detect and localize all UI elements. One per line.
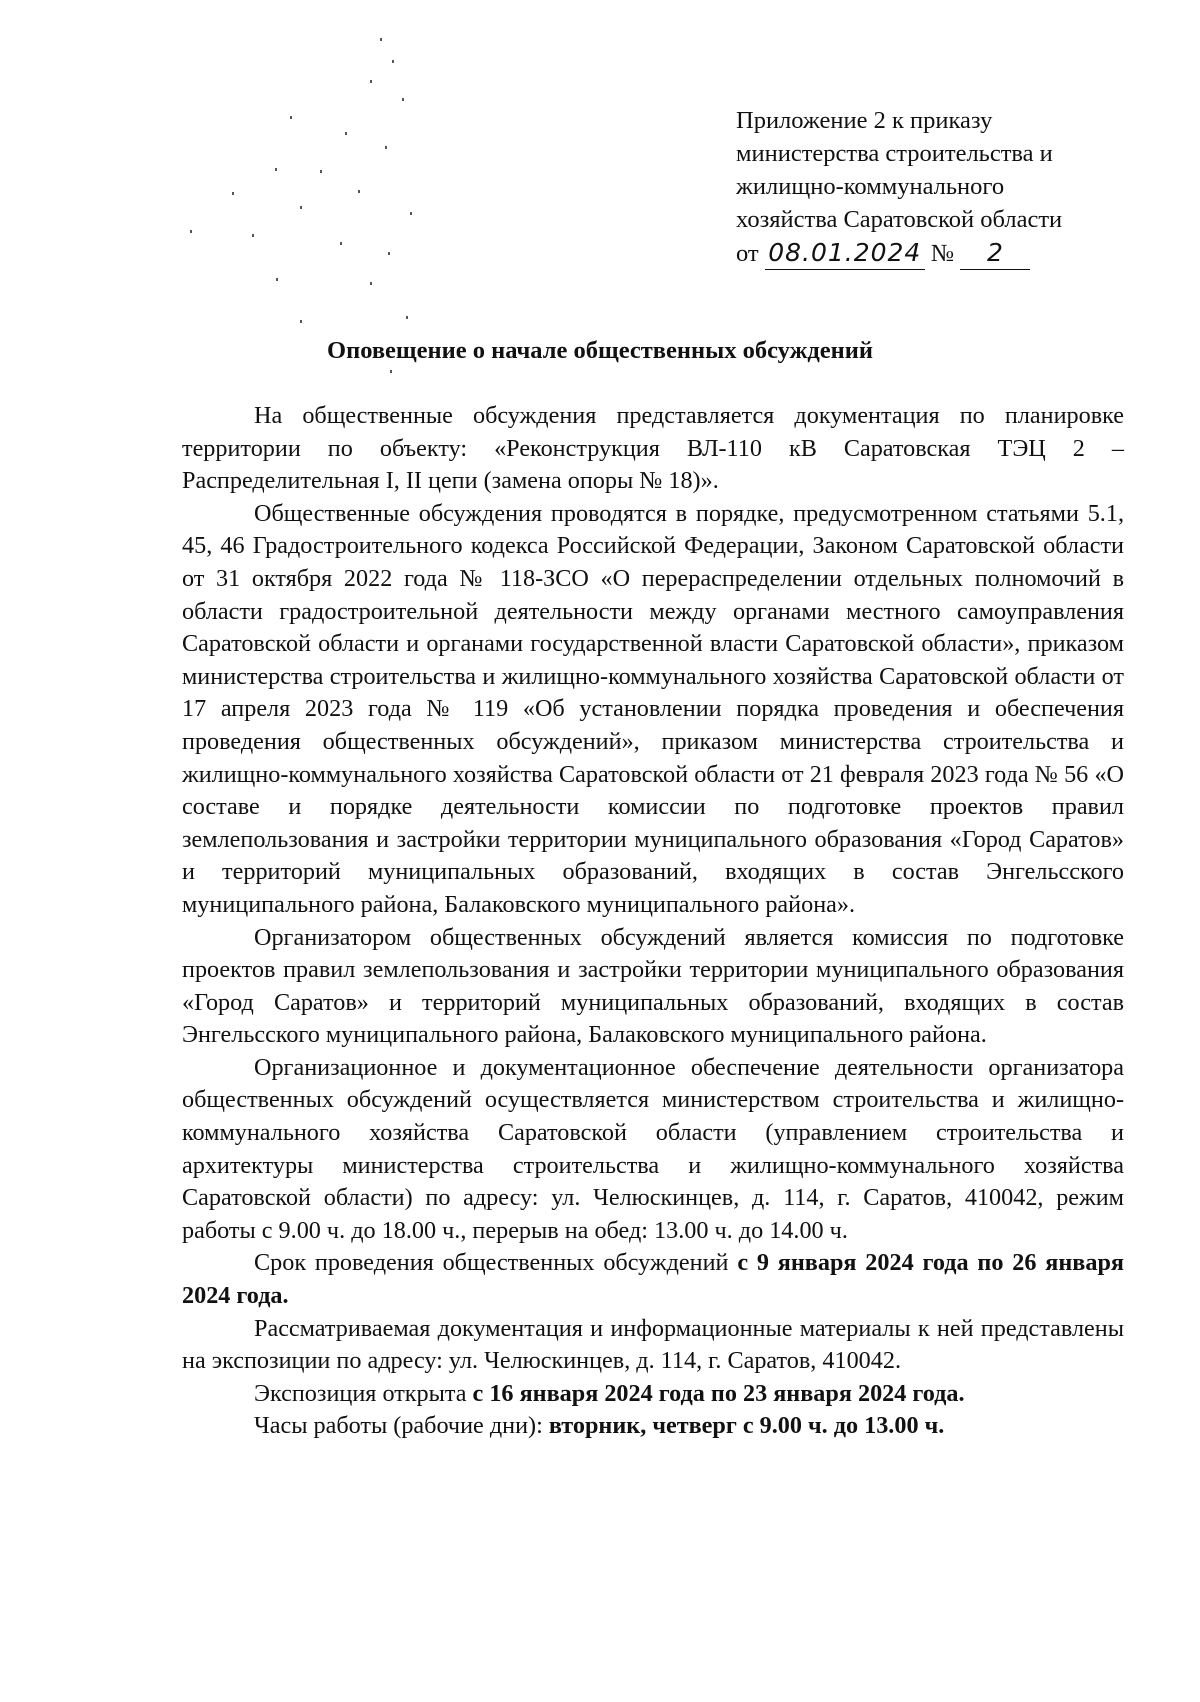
annex-date-line xyxy=(736,236,1156,270)
annex-line-4: хозяйства Саратовской области xyxy=(736,206,1063,233)
exposition-text: Экспозиция открыта xyxy=(254,1379,473,1407)
term-text: Срок проведения общественных обсуждений xyxy=(254,1249,738,1277)
paragraph-1: На общественные обсуждения представляется документация по планировке территории по объекту: «Реконструкция ВЛ-110 кВ Саратовская ТЭЦ 2 – Распределительная I, II цепи (замена опоры № 18)». xyxy=(182,402,1124,495)
annex-line-1: Приложение 2 к приказу xyxy=(736,107,993,134)
exposition-dates: с 16 января 2024 года по 23 января 2024 года. xyxy=(472,1379,965,1407)
document-body xyxy=(182,400,1124,1443)
hours-text: Часы работы (рабочие дни): xyxy=(254,1412,549,1440)
hours-value: вторник, четверг с 9.00 ч. до 13.00 ч. xyxy=(548,1412,945,1440)
annex-header xyxy=(736,104,1156,270)
from-label: от xyxy=(736,240,759,267)
annex-line-3: жилищно-коммунального xyxy=(736,173,1005,200)
paragraph-4: Организационное и документационное обеспечение деятельности организатора общественных обсуждений осуществляется министерством строительства и жилищно-коммунального хозяйства Саратовской области (управлением строительства и архитектуры министерства строительства и жилищно-коммунального хозяйства Саратовской области) по адресу: ул. Челюскинцев, д. 114, г. Саратов, 410042, режим работы с 9.00 ч. до 18.00 ч., перерыв на обед: 13.00 ч. до 14.00 ч. xyxy=(182,1053,1124,1244)
number-label: № xyxy=(930,240,955,267)
term-dates: с 9 января 2024 года по 26 января 2024 года. xyxy=(182,1249,1124,1310)
paragraph-8 xyxy=(182,1410,1124,1443)
handwritten-date: 08.01.2024 xyxy=(765,236,925,270)
annex-line-2: министерства строительства и xyxy=(736,140,1053,167)
document-title: Оповещение о начале общественных обсуждений xyxy=(327,337,873,364)
paragraph-2: Общественные обсуждения проводятся в порядке, предусмотренном статьями 5.1, 45, 46 Градостроительного кодекса Российской Федерации, Законом Саратовской области от 31 октября 2022 года № 118-ЗСО «О перераспределении отдельных полномочий в области градостроительной деятельности между органами местного самоуправления Саратовской области и органами государственной власти Саратовской области», приказом министерства строительства и жилищно-коммунального хозяйства Саратовской области от 17 апреля 2023 года № 119 «Об установлении порядка проведения и обеспечения проведения общественных обсуждений», приказом министерства строительства и жилищно-коммунального хозяйства Саратовской области от 21 февраля 2023 года № 56 «О составе и порядке деятельности комиссии по подготовке проектов правил землепользования и застройки территории муниципального образования «Город Саратов» и территорий муниципальных образований, входящих в состав Энгельсского муниципального района, Балаковского муниципального района». xyxy=(182,499,1124,918)
paragraph-7 xyxy=(182,1378,1124,1411)
handwritten-number: 2 xyxy=(960,236,1030,270)
paragraph-5 xyxy=(182,1247,1124,1312)
paragraph-6: Рассматриваемая документация и информационные материалы к ней представлены на экспозиции по адресу: ул. Челюскинцев, д. 114, г. Саратов, 410042. xyxy=(182,1314,1124,1375)
paragraph-3: Организатором общественных обсуждений является комиссия по подготовке проектов правил землепользования и застройки территории муниципального образования «Город Саратов» и территорий муниципальных образований, входящих в состав Энгельсского муниципального района, Балаковского муниципального района. xyxy=(182,923,1124,1049)
